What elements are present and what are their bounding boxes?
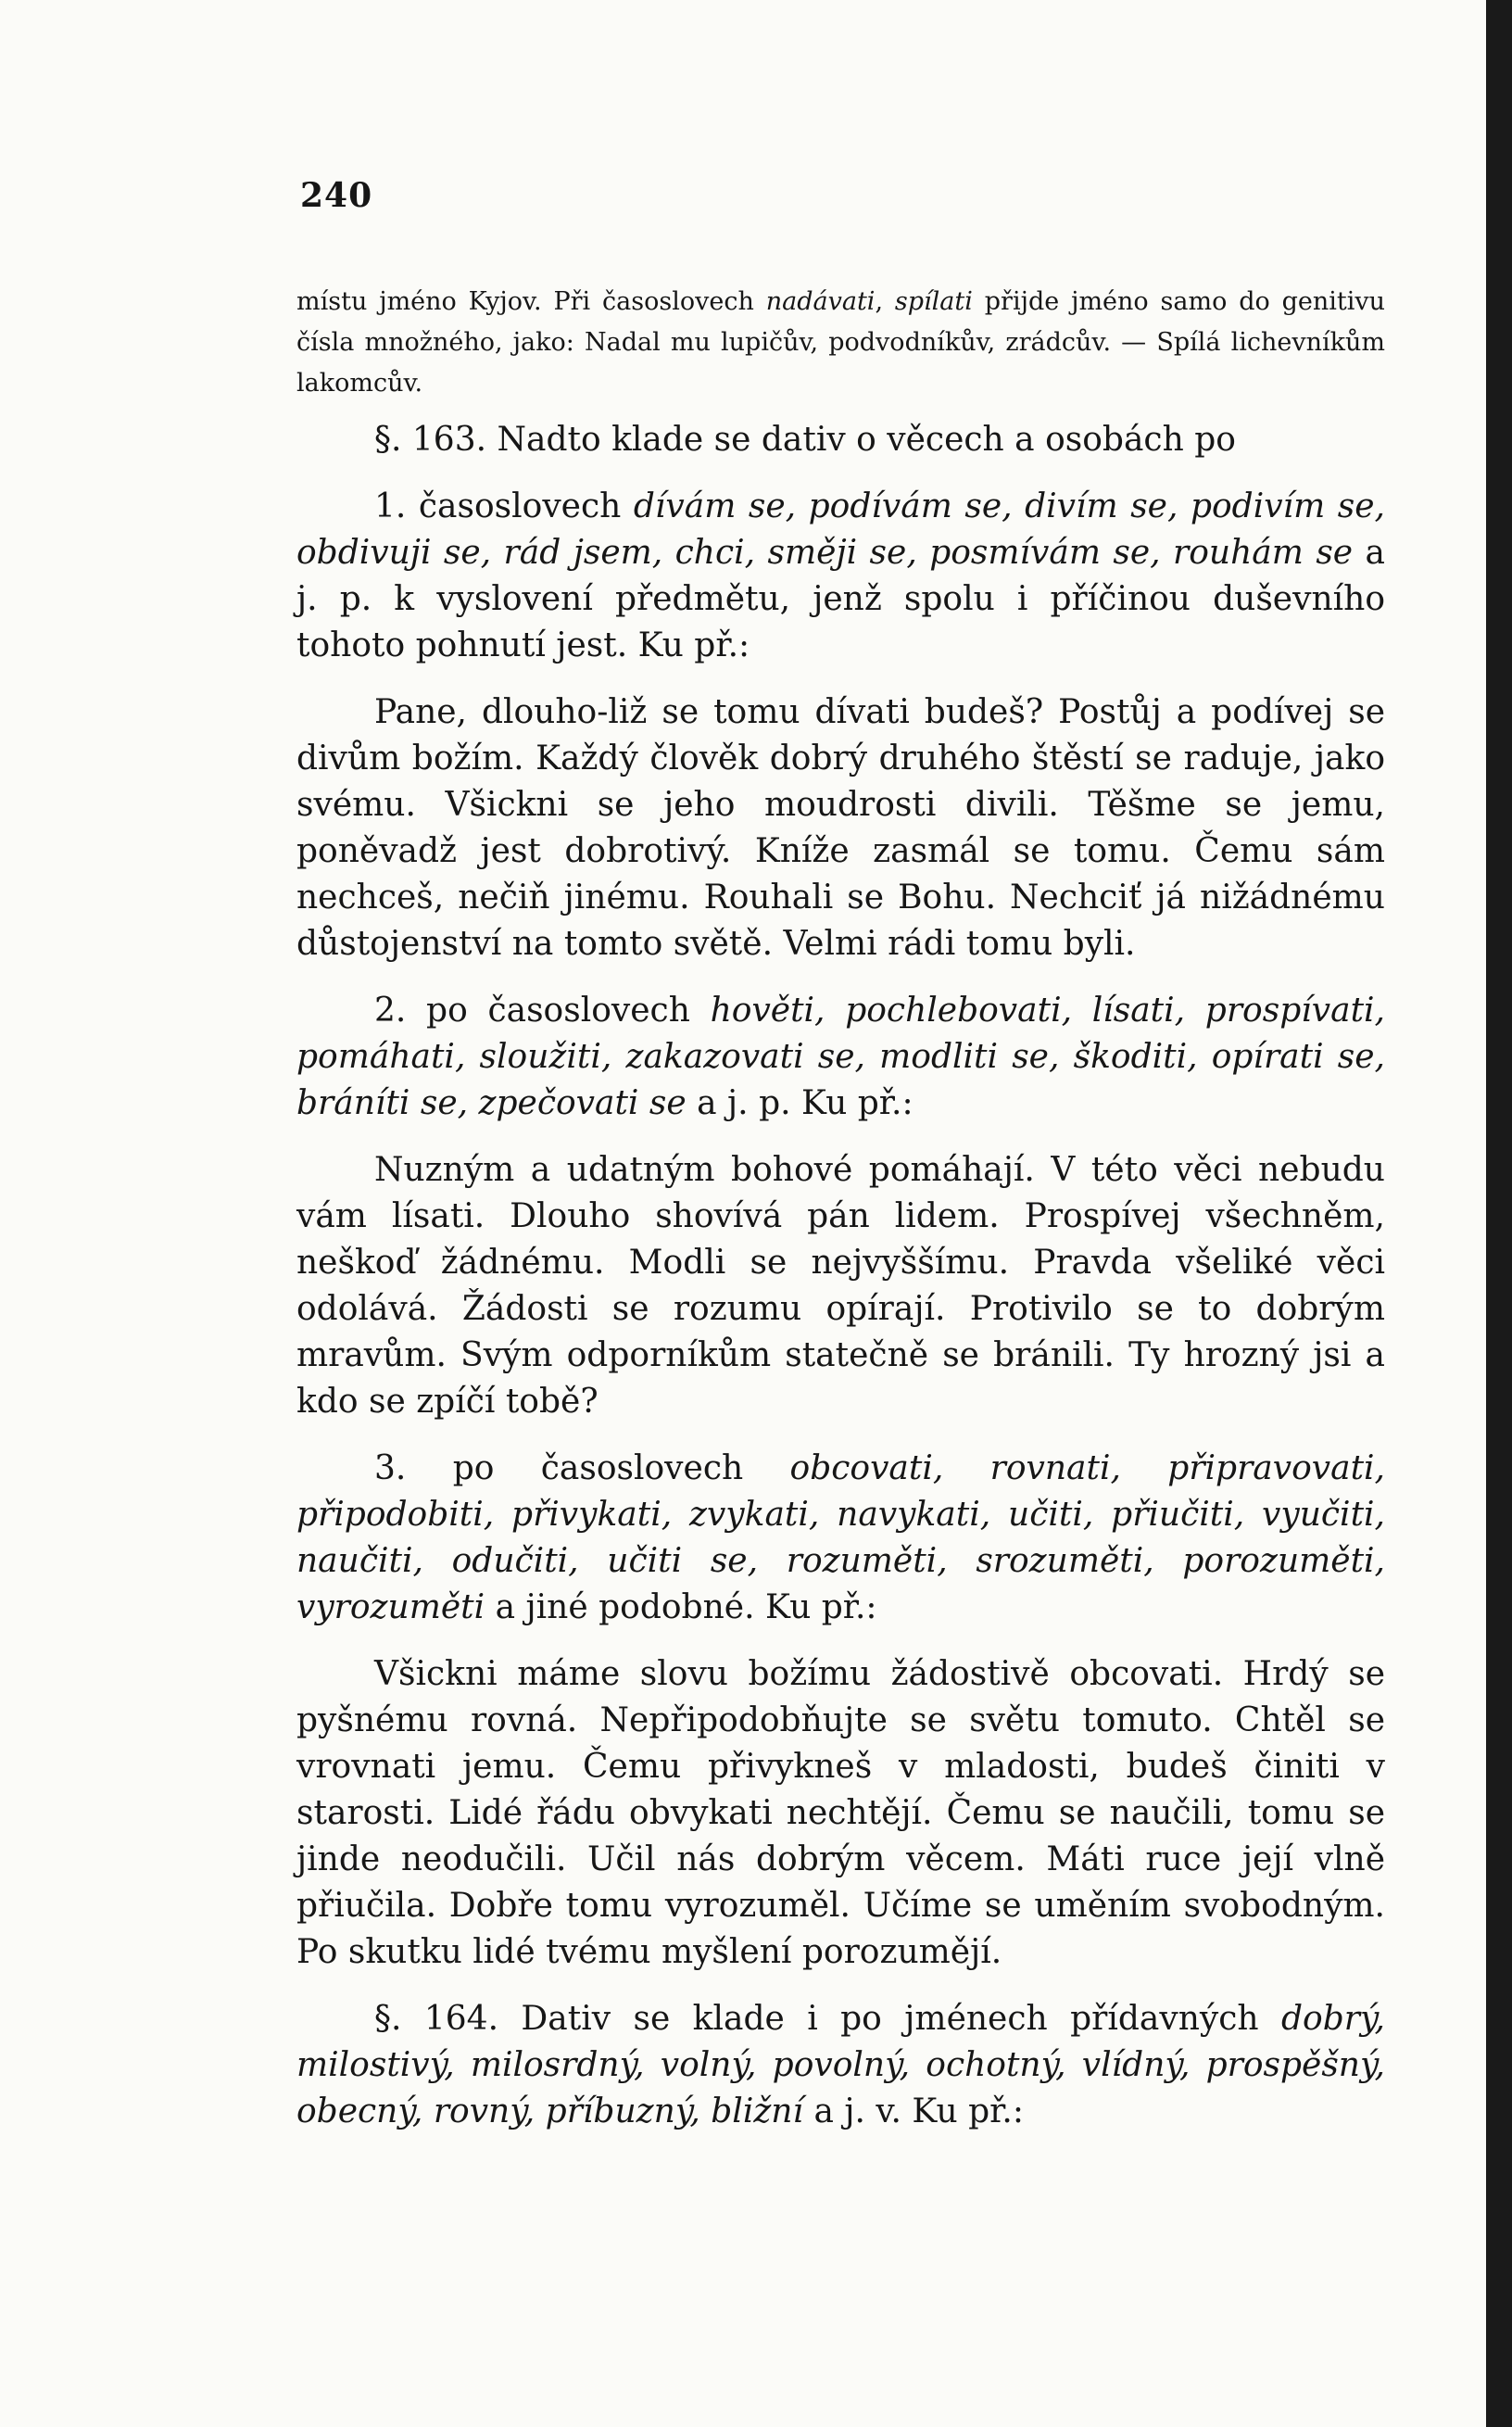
scan-edge xyxy=(1486,0,1512,2427)
point-2-verbs: hověti, pochlebovati, lísati, prospívati, pomáhati, sloužiti, zakazovati se, modliti se, škoditi, opírati se, bráníti se, zpečovati se xyxy=(296,992,1385,1122)
section-164-start: §. 164. Dativ se klade i po jménech přídavných xyxy=(374,2000,1282,2038)
section-164-heading xyxy=(296,1996,1385,2135)
section-163-point-3 xyxy=(296,1446,1385,1631)
point-1-verbs: dívám se, podívám se, divím se, podivím se, obdivuji se, rád jsem, chci, směji se, posmívám se, rouhám se xyxy=(296,487,1385,572)
section-163-point-2 xyxy=(296,988,1385,1127)
page-number: 240 xyxy=(300,176,373,215)
intro-text-a: místu jméno Kyjov. Při časoslovech xyxy=(296,287,766,316)
examples-1: Pane, dlouho-liž se tomu dívati budeš? Postůj a podívej se divům božím. Každý člověk dobrý druhého štěstí se raduje, jako svému. Všickni se jeho moudrosti divili. Těšme se jemu, poněvadž jest dobrotivý. Kníže zasmál se tomu. Čemu sám nechceš, nečiň jinému. Rouhali se Bohu. Nechciť já nižádnému důstojenství na tomto světě. Velmi rádi tomu byli. xyxy=(296,693,1385,963)
point-2-rest: a j. p. Ku př.: xyxy=(686,1084,914,1122)
section-163-point-1 xyxy=(296,484,1385,669)
point-3-verbs: obcovati, rovnati, připravovati, připodobiti, přivykati, zvykati, navykati, učiti, přiučiti, vyučiti, naučiti, odučiti, učiti se, rozuměti, srozuměti, porozuměti, vyrozuměti xyxy=(296,1449,1385,1626)
intro-verb-1: nadávati xyxy=(765,287,876,316)
book-page xyxy=(296,176,1385,2155)
examples-2: Nuzným a udatným bohové pomáhají. V této věci nebudu vám lísati. Dlouho shovívá pán lidem. Prospívej všechněm, neškoď žádnému. Modli se nejvyššímu. Pravda všeliké věci odolává. Žádosti se rozumu opírají. Protivilo se to dobrým mravům. Svým odporníkům statečně se bránili. Ty hrozný jsi a kdo se zpíčí tobě? xyxy=(296,1151,1385,1421)
point-2-start: 2. po časoslovech xyxy=(374,992,711,1030)
intro-text-e: přijde jméno samo do genitivu čísla množného, jako: Nadal mu lupičův, podvodníkův, zrádcův. — Spílá lichevníkům lakomcův. xyxy=(296,287,1386,398)
section-163-heading: §. 163. Nadto klade se dativ o věcech a osobách po xyxy=(374,421,1236,459)
examples-3: Všickni máme slovu božímu žádostivě obcovati. Hrdý se pyšnému rovná. Nepřipodobňujte se světu tomuto. Chtěl se vrovnati jemu. Čemu přivykneš v mladosti, budeš činiti v starosti. Lidé řádu obvykati nechtějí. Čemu se naučili, tomu se jinde neodučili. Učil nás dobrým věcem. Máti ruce její vlně přiučila. Dobře tomu vyrozuměl. Učíme se uměním svobodným. Po skutku lidé tvému myšlení porozumějí. xyxy=(296,1655,1385,1971)
intro-verb-2: spílati xyxy=(894,287,973,316)
section-164-rest: a j. v. Ku př.: xyxy=(803,2092,1024,2130)
point-3-start: 3. po časoslovech xyxy=(374,1449,790,1487)
intro-paragraph xyxy=(296,282,1385,404)
point-3-rest: a jiné podobné. Ku př.: xyxy=(485,1588,877,1626)
intro-text-c: , xyxy=(875,287,895,316)
point-1-rest: a j. p. k vyslovení předmětu, jenž spolu i příčinou duševního tohoto pohnutí jest. Ku př.: xyxy=(296,534,1385,664)
section-164-adjectives: dobrý, milostivý, milosrdný, volný, povolný, ochotný, vlídný, prospěšný, obecný, rovný, příbuzný, bližní xyxy=(296,2000,1385,2130)
point-1-start: 1. časoslovech xyxy=(374,487,634,525)
